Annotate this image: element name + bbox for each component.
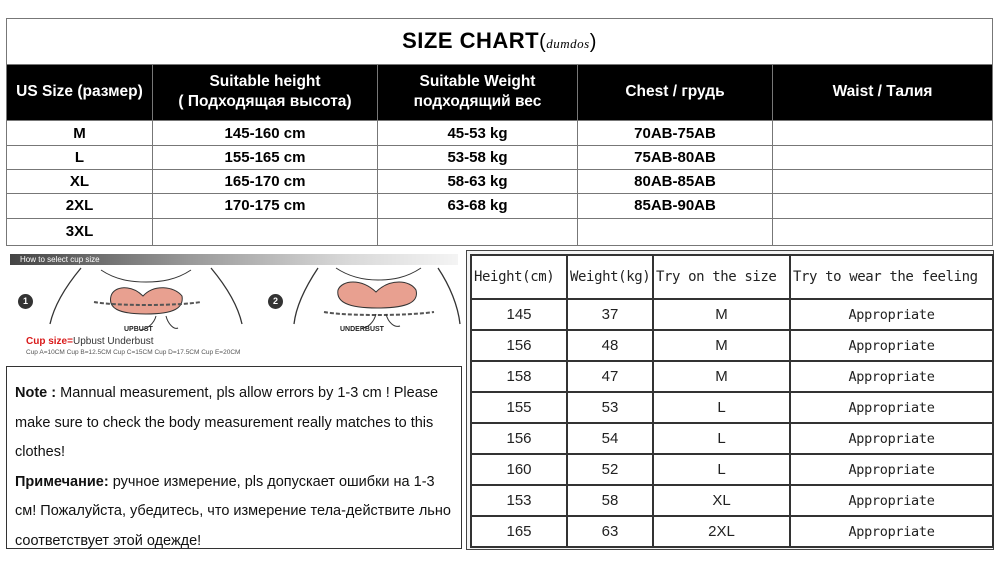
header-try-size: Try on the size: [653, 255, 790, 299]
table-row: [471, 299, 993, 330]
height-cell: 158: [471, 361, 567, 392]
chest-cell: 70AB-75AB: [578, 121, 773, 145]
size-cell: L: [653, 423, 790, 454]
size-chart-title: SIZE CHART(dumdos): [7, 19, 993, 65]
weight-cell: 58-63 kg: [378, 169, 578, 193]
table-row: [471, 330, 993, 361]
weight-cell: 45-53 kg: [378, 121, 578, 145]
feeling-cell: Appropriate: [790, 330, 993, 361]
note-ru-text: ручное измерение, pls допускает ошибки на 1-3 см! Пожалуйста, убедитесь, что измерение тела-действите льно соответствует этой одежде!: [15, 473, 451, 549]
feeling-cell: Appropriate: [790, 454, 993, 485]
table-row: [471, 423, 993, 454]
height-cell: 170-175 cm: [153, 194, 378, 218]
waist-cell: [773, 121, 993, 145]
size-cell: L: [653, 454, 790, 485]
weight-cell: 47: [567, 361, 653, 392]
weight-cell: 63-68 kg: [378, 194, 578, 218]
note-russian: [15, 468, 453, 557]
feeling-cell: Appropriate: [790, 485, 993, 516]
feeling-cell: Appropriate: [790, 361, 993, 392]
size-cell: XL: [653, 485, 790, 516]
weight-cell: 54: [567, 423, 653, 454]
height-cell: 156: [471, 423, 567, 454]
header-feeling: Try to wear the feeling: [790, 255, 993, 299]
size-cell: L: [7, 145, 153, 169]
height-cell: 153: [471, 485, 567, 516]
table-row: [7, 169, 993, 193]
weight-cell: 63: [567, 516, 653, 547]
try-on-table-frame: [466, 250, 994, 550]
table-row: [471, 516, 993, 547]
size-chart-title-text: SIZE CHART: [402, 28, 540, 54]
step-two-badge: 2: [268, 294, 283, 309]
header-waist: Waist / Талия: [773, 64, 993, 121]
height-cell: [153, 218, 378, 245]
note-text: Mannual measurement, pls allow errors by 1-3 cm ! Please make sure to check the body measurement really matches to this clothes!: [15, 385, 439, 460]
table-row: [7, 145, 993, 169]
waist-cell: [773, 218, 993, 245]
waist-cell: [773, 194, 993, 218]
size-chart-header-row: [7, 64, 993, 121]
header-us-size: US Size (размер): [7, 64, 153, 121]
chest-cell: 80AB-85AB: [578, 169, 773, 193]
torso-illustrations: [6, 266, 462, 336]
note-ru-label: Примечание:: [15, 473, 109, 490]
size-cell: 3XL: [7, 218, 153, 245]
guide-label: How to select cup size: [20, 255, 100, 264]
note-english: [15, 379, 453, 468]
measurement-note: [6, 366, 462, 549]
feeling-cell: Appropriate: [790, 423, 993, 454]
size-cell: XL: [7, 169, 153, 193]
table-row: [471, 392, 993, 423]
table-row: [7, 218, 993, 245]
size-cell: 2XL: [653, 516, 790, 547]
cup-size-formula: [26, 336, 154, 347]
table-row: [7, 194, 993, 218]
feeling-cell: Appropriate: [790, 392, 993, 423]
height-cell: 155: [471, 392, 567, 423]
chest-cell: [578, 218, 773, 245]
weight-cell: 53-58 kg: [378, 145, 578, 169]
header-weight-kg: Weight(kg): [567, 255, 653, 299]
size-cell: M: [653, 361, 790, 392]
size-cell: L: [653, 392, 790, 423]
height-cell: 165: [471, 516, 567, 547]
chest-cell: 75AB-80AB: [578, 145, 773, 169]
try-on-header-row: [471, 255, 993, 299]
table-row: [471, 485, 993, 516]
note-label: Note :: [15, 385, 57, 401]
table-row: [471, 454, 993, 485]
underbust-figure-icon: [294, 268, 460, 328]
weight-cell: 58: [567, 485, 653, 516]
size-chart-title-row: [7, 19, 993, 65]
cup-size-text: Upbust Underbust: [72, 336, 154, 347]
height-cell: 155-165 cm: [153, 145, 378, 169]
size-cell: M: [653, 299, 790, 330]
weight-cell: 52: [567, 454, 653, 485]
header-weight: Suitable Weight подходящий вес: [378, 64, 578, 121]
chest-cell: 85AB-90AB: [578, 194, 773, 218]
header-height-cm: Height(cm): [471, 255, 567, 299]
waist-cell: [773, 169, 993, 193]
size-chart-table: [6, 18, 993, 246]
upbust-figure-icon: [50, 268, 242, 330]
cup-size-diagram: [6, 250, 462, 362]
cup-size-values: Cup A=10CM Cup B=12.5CM Cup C=15CM Cup D=17.5CM Cup E=20CM: [26, 349, 241, 356]
weight-cell: 48: [567, 330, 653, 361]
underbust-caption: UNDERBUST: [340, 326, 384, 333]
size-cell: M: [653, 330, 790, 361]
waist-cell: [773, 145, 993, 169]
table-row: [471, 361, 993, 392]
size-cell: 2XL: [7, 194, 153, 218]
feeling-cell: Appropriate: [790, 299, 993, 330]
cup-size-label: Cup size=: [26, 336, 73, 347]
upbust-caption: UPBUST: [124, 326, 153, 333]
height-cell: 145-160 cm: [153, 121, 378, 145]
table-row: [7, 121, 993, 145]
weight-cell: 37: [567, 299, 653, 330]
weight-cell: [378, 218, 578, 245]
step-one-badge: 1: [18, 294, 33, 309]
height-cell: 156: [471, 330, 567, 361]
height-cell: 145: [471, 299, 567, 330]
header-height: Suitable height ( Подходящая высота): [153, 64, 378, 121]
height-cell: 165-170 cm: [153, 169, 378, 193]
header-chest: Chest / грудь: [578, 64, 773, 121]
try-on-table: [470, 254, 994, 548]
size-cell: M: [7, 121, 153, 145]
feeling-cell: Appropriate: [790, 516, 993, 547]
brand-name: dumdos: [546, 36, 590, 52]
height-cell: 160: [471, 454, 567, 485]
weight-cell: 53: [567, 392, 653, 423]
